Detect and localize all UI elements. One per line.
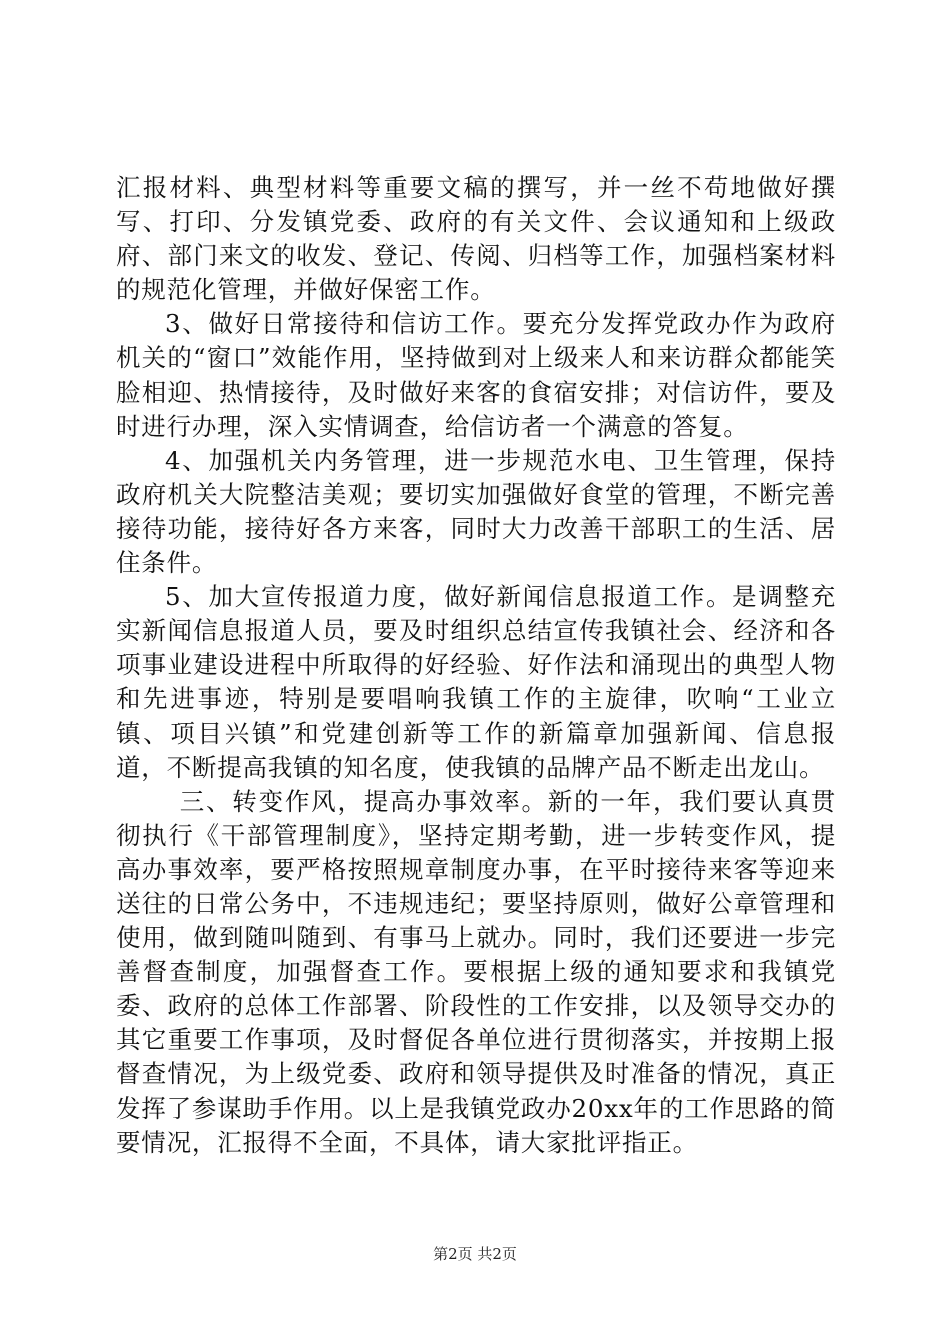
paragraph-item-4: 4、加强机关内务管理，进一步规范水电、卫生管理，保持政府机关大院整洁美观；要切实加强做好食堂的管理，不断完善接待功能，接待好各方来客，同时大力改善干部职工的生活、居住条件。 xyxy=(116,445,836,578)
paragraph-continuation: 汇报材料、典型材料等重要文稿的撰写，并一丝不苟地做好撰写、打印、分发镇党委、政府的有关文件、会议通知和上级政府、部门来文的收发、登记、传阅、归档等工作，加强档案材料的规范化管理，并做好保密工作。 xyxy=(116,173,836,305)
paragraph-section-three: 三、转变作风，提高办事效率。新的一年，我们要认真贯彻执行《干部管理制度》，坚持定期考勤，进一步转变作风，提高办事效率，要严格按照规章制度办事，在平时接待来客等迎来送往的日常公务中，不违规违纪；要坚持原则，做好公章管理和使用，做到随叫随到、有事马上就办。同时，我们还要进一步完善督查制度，加强督查工作。要根据上级的通知要求和我镇党委、政府的总体工作部署、阶段性的工作安排，以及领导交办的其它重要工作事项，及时督促各单位进行贯彻落实，并按期上报督查情况，为上级党委、政府和领导提供及时准备的情况，真正发挥了参谋助手作用。以上是我镇党政办20xx年的工作思路的简要情况，汇报得不全面，不具体，请大家批评指正。 xyxy=(116,786,836,1157)
paragraph-item-5: 5、加大宣传报道力度，做好新闻信息报道工作。是调整充实新闻信息报道人员，要及时组织总结宣传我镇社会、经济和各项事业建设进程中所取得的好经验、好作法和涌现出的典型人物和先进事迹，特别是要唱响我镇工作的主旋律，吹响“工业立镇、项目兴镇”和党建创新等工作的新篇章加强新闻、信息报道，不断提高我镇的知名度，使我镇的品牌产品不断走出龙山。 xyxy=(116,582,836,782)
document-body xyxy=(116,171,836,1160)
paragraph-item-3: 3、做好日常接待和信访工作。要充分发挥党政办作为政府机关的“窗口”效能作用，坚持做到对上级来人和来访群众都能笑脸相迎、热情接待，及时做好来客的食宿安排；对信访件，要及时进行办理，深入实情调查，给信访者一个满意的答复。 xyxy=(116,309,836,441)
page-footer xyxy=(0,1244,950,1264)
page-number: 第2页 共2页 xyxy=(433,1245,517,1263)
